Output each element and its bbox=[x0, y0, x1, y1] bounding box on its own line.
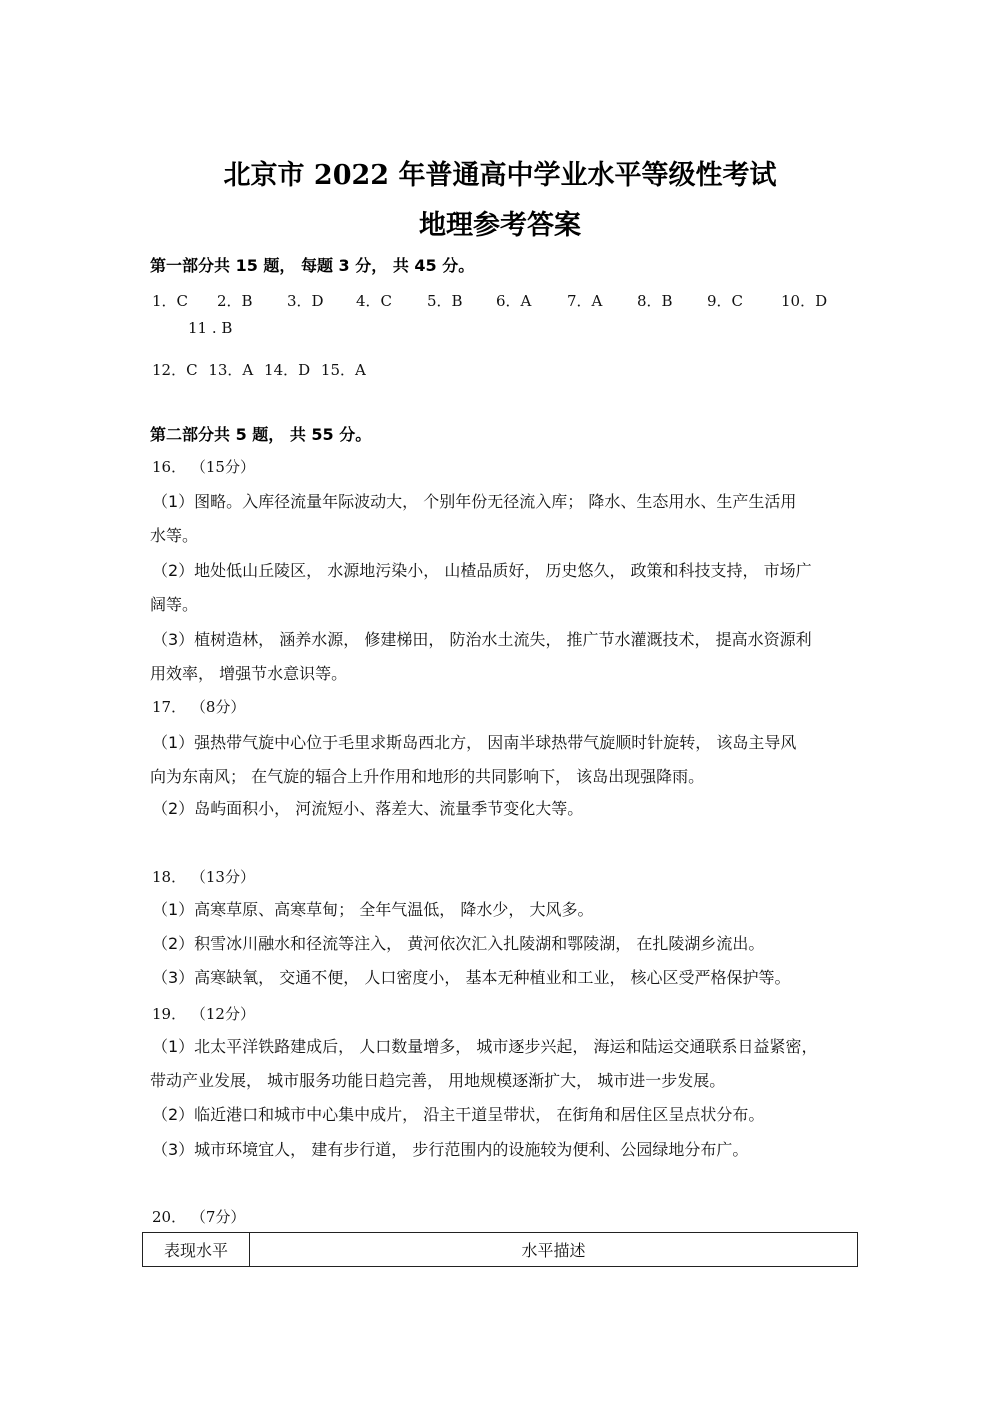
part1-heading: 第一部分共 15 题， 每题 3 分， 共 45 分。 bbox=[150, 256, 475, 275]
q19-answer-2: （2）临近港口和城市中心集中成片， 沿主干道呈带状， 在街角和居住区呈点状分布。 bbox=[152, 1105, 765, 1124]
mc-answer-3: 3．D bbox=[287, 292, 324, 310]
mc-answer-1: 1．C bbox=[152, 292, 189, 310]
q17-label: 17． （8分） bbox=[152, 698, 246, 716]
mc-answer-9: 9．C bbox=[707, 292, 744, 310]
mc-answer-6: 6．A bbox=[496, 292, 532, 310]
q19-answer-3: （3）城市环境宜人， 建有步行道， 步行范围内的设施较为便利、公园绿地分布广。 bbox=[152, 1140, 749, 1159]
q18-label: 18． （13分） bbox=[152, 868, 255, 886]
mc-answer-10: 10．D bbox=[781, 292, 828, 310]
mc-answer-7: 7．A bbox=[567, 292, 603, 310]
q18-answer-2: （2）积雪冰川融水和径流等注入， 黄河依次汇入扎陵湖和鄂陵湖， 在扎陵湖乡流出。 bbox=[152, 934, 765, 953]
document-subtitle: 地理参考答案 bbox=[419, 210, 581, 241]
q16-label: 16． （15分） bbox=[152, 458, 255, 476]
table-header-level: 表现水平 bbox=[143, 1233, 250, 1266]
mc-answer-11: 11 . B bbox=[188, 319, 233, 337]
q20-label: 20． （7分） bbox=[152, 1208, 246, 1226]
q19-answer-1-line2: 带动产业发展， 城市服务功能日趋完善， 用地规模逐渐扩大， 城市进一步发展。 bbox=[150, 1071, 726, 1090]
q19-label: 19． （12分） bbox=[152, 1005, 255, 1023]
mc-answer-5: 5．B bbox=[427, 292, 463, 310]
q17-answer-1-line1: （1）强热带气旋中心位于毛里求斯岛西北方， 因南半球热带气旋顺时针旋转， 该岛主导风 bbox=[152, 733, 797, 752]
q16-answer-2-line1: （2）地处低山丘陵区， 水源地污染小， 山楂品质好， 历史悠久， 政策和科技支持， 市场广 bbox=[152, 561, 812, 580]
q16-answer-1-line1: （1）图略。入库径流量年际波动大， 个别年份无径流入库； 降水、生态用水、生产生活用 bbox=[152, 492, 797, 511]
document-title: 北京市 2022 年普通高中学业水平等级性考试 bbox=[223, 160, 777, 191]
q16-answer-3-line2: 用效率， 增强节水意识等。 bbox=[150, 664, 348, 683]
q18-answer-1: （1）高寒草原、高寒草甸； 全年气温低， 降水少， 大风多。 bbox=[152, 900, 594, 919]
mc-answer-4: 4．C bbox=[356, 292, 393, 310]
q18-answer-3: （3）高寒缺氧， 交通不便， 人口密度小， 基本无种植业和工业， 核心区受严格保护等。 bbox=[152, 968, 791, 987]
q20-table bbox=[142, 1232, 858, 1267]
q16-answer-2-line2: 阔等。 bbox=[150, 595, 199, 614]
part2-heading: 第二部分共 5 题， 共 55 分。 bbox=[150, 425, 372, 444]
q17-answer-2: （2）岛屿面积小， 河流短小、落差大、流量季节变化大等。 bbox=[152, 799, 584, 818]
q17-answer-1-line2: 向为东南风； 在气旋的辐合上升作用和地形的共同影响下， 该岛出现强降雨。 bbox=[150, 767, 705, 786]
q16-answer-3-line1: （3）植树造林， 涵养水源， 修建梯田， 防治水土流失， 推广节水灌溉技术， 提高水资源利 bbox=[152, 630, 812, 649]
mc-answers-row3: 12．C 13．A 14．D 15．A bbox=[152, 361, 366, 379]
mc-answer-2: 2．B bbox=[217, 292, 253, 310]
mc-answer-8: 8．B bbox=[637, 292, 673, 310]
table-header-description: 水平描述 bbox=[521, 1241, 586, 1260]
q16-answer-1-line2: 水等。 bbox=[150, 526, 199, 545]
q19-answer-1-line1: （1）北太平洋铁路建成后， 人口数量增多， 城市逐步兴起， 海运和陆运交通联系日益紧密， bbox=[152, 1037, 818, 1056]
